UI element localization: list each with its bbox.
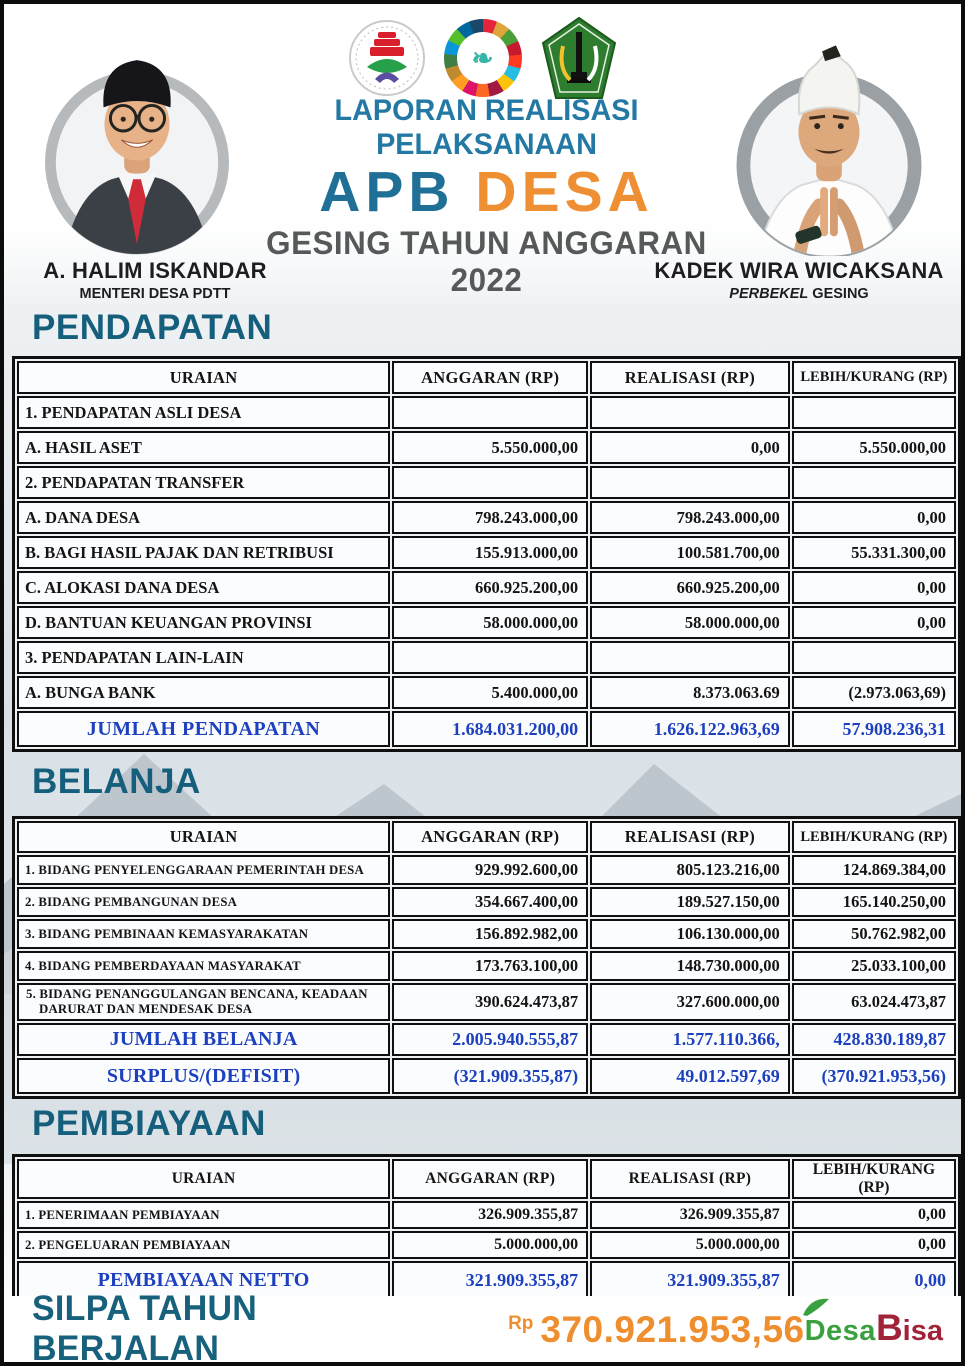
total-realisasi: 321.909.355,87 bbox=[590, 1261, 790, 1299]
minister-caption bbox=[20, 258, 290, 302]
cell-anggaran: 798.243.000,00 bbox=[392, 501, 588, 534]
total-lebih-kurang: 57.908.236,31 bbox=[792, 711, 956, 747]
cell-lebih-kurang bbox=[792, 641, 956, 674]
perbekel-caption bbox=[644, 258, 954, 302]
cell-uraian: 2. PENGELUARAN PEMBIAYAAN bbox=[17, 1231, 390, 1259]
header-realisasi: REALISASI (RP) bbox=[590, 361, 790, 394]
cell-realisasi: 0,00 bbox=[590, 431, 790, 464]
table-header-row bbox=[17, 821, 956, 853]
footer bbox=[4, 1289, 961, 1366]
buleleng-crest-logo bbox=[539, 16, 619, 100]
perbekel-name: KADEK WIRA WICAKSANA bbox=[654, 258, 944, 283]
surplus-label: SURPLUS/(DEFISIT) bbox=[17, 1058, 390, 1094]
silpa-value: 370.921.953,56 bbox=[540, 1308, 805, 1350]
cell-lebih-kurang: 124.869.384,00 bbox=[792, 855, 956, 885]
cell-realisasi: 8.373.063.69 bbox=[590, 676, 790, 709]
pembiayaan-table bbox=[12, 1154, 961, 1304]
title-line3: GESING TAHUN ANGGARAN 2022 bbox=[266, 225, 707, 298]
header-realisasi: REALISASI (RP) bbox=[590, 1159, 790, 1199]
cell-anggaran: 156.892.982,00 bbox=[392, 919, 588, 949]
minister-role: MENTERI DESA PDTT bbox=[79, 286, 231, 302]
minister-name: A. HALIM ISKANDAR bbox=[43, 258, 267, 283]
cell-anggaran: 390.624.473,87 bbox=[392, 983, 588, 1021]
total-label: PEMBIAYAAN NETTO bbox=[17, 1261, 390, 1299]
cell-anggaran: 354.667.400,00 bbox=[392, 887, 588, 917]
cell-uraian: 3. BIDANG PEMBINAAN KEMASYARAKATAN bbox=[17, 919, 390, 949]
header-realisasi: REALISASI (RP) bbox=[590, 821, 790, 853]
total-realisasi: 1.577.110.366, bbox=[590, 1023, 790, 1056]
header-anggaran: ANGGARAN (RP) bbox=[392, 361, 588, 394]
header-uraian: URAIAN bbox=[17, 361, 390, 394]
table-row bbox=[17, 431, 956, 464]
sdgs-center-glyph: ❧ bbox=[457, 32, 509, 84]
total-realisasi: 1.626.122.963,69 bbox=[590, 711, 790, 747]
section-heading-pembiayaan: PEMBIAYAAN bbox=[32, 1104, 266, 1143]
perbekel-role-regular: GESING bbox=[812, 286, 869, 302]
cell-anggaran: 929.992.600,00 bbox=[392, 855, 588, 885]
pendapatan-table bbox=[12, 356, 961, 752]
table-row bbox=[17, 466, 956, 499]
table-header-row bbox=[17, 361, 956, 394]
cell-lebih-kurang: 0,00 bbox=[792, 1231, 956, 1259]
table-row bbox=[17, 1201, 956, 1229]
cell-realisasi: 148.730.000,00 bbox=[590, 951, 790, 981]
cell-realisasi: 58.000.000,00 bbox=[590, 606, 790, 639]
brand-b: B bbox=[875, 1306, 903, 1348]
cell-realisasi: 189.527.150,00 bbox=[590, 887, 790, 917]
cell-uraian: 2. BIDANG PEMBANGUNAN DESA bbox=[17, 887, 390, 917]
header-lebih-kurang: LEBIH/KURANG (RP) bbox=[792, 821, 956, 853]
cell-anggaran bbox=[392, 641, 588, 674]
cell-lebih-kurang: 63.024.473,87 bbox=[792, 983, 956, 1021]
header-lebih-kurang: LEBIH/KURANG (RP) bbox=[792, 1159, 956, 1199]
table-row bbox=[17, 396, 956, 429]
table-row bbox=[17, 919, 956, 949]
table-row bbox=[17, 855, 956, 885]
cell-anggaran: 58.000.000,00 bbox=[392, 606, 588, 639]
total-label: JUMLAH BELANJA bbox=[17, 1023, 390, 1056]
cell-anggaran bbox=[392, 466, 588, 499]
total-lebih-kurang: 0,00 bbox=[792, 1261, 956, 1299]
cell-lebih-kurang: (2.973.063,69) bbox=[792, 676, 956, 709]
cell-uraian: 2. PENDAPATAN TRANSFER bbox=[17, 466, 390, 499]
cell-uraian: 1. PENDAPATAN ASLI DESA bbox=[17, 396, 390, 429]
cell-realisasi: 106.130.000,00 bbox=[590, 919, 790, 949]
cell-realisasi bbox=[590, 396, 790, 429]
cell-lebih-kurang bbox=[792, 466, 956, 499]
total-lebih-kurang: 428.830.189,87 bbox=[792, 1023, 956, 1056]
surplus-lebih-kurang: (370.921.953,56) bbox=[792, 1058, 956, 1094]
table-row bbox=[17, 571, 956, 604]
cell-anggaran: 5.000.000,00 bbox=[392, 1231, 588, 1259]
title-apb: APB bbox=[319, 160, 455, 224]
cell-uraian: B. BAGI HASIL PAJAK DAN RETRIBUSI bbox=[17, 536, 390, 569]
cell-uraian: C. ALOKASI DANA DESA bbox=[17, 571, 390, 604]
cell-lebih-kurang: 0,00 bbox=[792, 606, 956, 639]
header-anggaran: ANGGARAN (RP) bbox=[392, 1159, 588, 1199]
cell-uraian: 1. PENERIMAAN PEMBIAYAAN bbox=[17, 1201, 390, 1229]
cell-lebih-kurang: 0,00 bbox=[792, 501, 956, 534]
currency-symbol: Rp bbox=[508, 1312, 534, 1334]
cell-lebih-kurang: 5.550.000,00 bbox=[792, 431, 956, 464]
brand-leaf-icon bbox=[801, 1295, 831, 1317]
surplus-realisasi: 49.012.597,69 bbox=[590, 1058, 790, 1094]
silpa-amount bbox=[508, 1308, 805, 1350]
kemendesa-logo bbox=[347, 16, 427, 100]
table-header-row bbox=[17, 1159, 956, 1199]
sdgs-wheel-logo bbox=[443, 16, 523, 100]
perbekel-photo bbox=[730, 10, 928, 256]
cell-lebih-kurang bbox=[792, 396, 956, 429]
total-anggaran: 321.909.355,87 bbox=[392, 1261, 588, 1299]
cell-lebih-kurang: 55.331.300,00 bbox=[792, 536, 956, 569]
cell-anggaran: 155.913.000,00 bbox=[392, 536, 588, 569]
cell-uraian: 5. BIDANG PENANGGULANGAN BENCANA, KEADAAN DARURAT DAN MENDESAK DESA bbox=[17, 983, 390, 1021]
cell-uraian: 4. BIDANG PEMBERDAYAAN MASYARAKAT bbox=[17, 951, 390, 981]
cell-anggaran: 173.763.100,00 bbox=[392, 951, 588, 981]
cell-realisasi: 660.925.200,00 bbox=[590, 571, 790, 604]
cell-uraian: A. HASIL ASET bbox=[17, 431, 390, 464]
cell-realisasi: 5.000.000,00 bbox=[590, 1231, 790, 1259]
cell-uraian: 3. PENDAPATAN LAIN-LAIN bbox=[17, 641, 390, 674]
cell-lebih-kurang: 50.762.982,00 bbox=[792, 919, 956, 949]
cell-realisasi: 805.123.216,00 bbox=[590, 855, 790, 885]
cell-uraian: D. BANTUAN KEUANGAN PROVINSI bbox=[17, 606, 390, 639]
table-row bbox=[17, 501, 956, 534]
cell-lebih-kurang: 0,00 bbox=[792, 1201, 956, 1229]
table-row bbox=[17, 887, 956, 917]
cell-anggaran: 326.909.355,87 bbox=[392, 1201, 588, 1229]
total-row bbox=[17, 711, 956, 747]
total-label: JUMLAH PENDAPATAN bbox=[17, 711, 390, 747]
title-desa: DESA bbox=[475, 160, 654, 224]
total-anggaran: 1.684.031.200,00 bbox=[392, 711, 588, 747]
cell-realisasi: 327.600.000,00 bbox=[590, 983, 790, 1021]
belanja-table bbox=[12, 816, 961, 1099]
cell-uraian: 1. BIDANG PENYELENGGARAAN PEMERINTAH DESA bbox=[17, 855, 390, 885]
cell-anggaran bbox=[392, 396, 588, 429]
desa-bisa-logo bbox=[804, 1306, 943, 1348]
surplus-row bbox=[17, 1058, 956, 1094]
cell-uraian: A. DANA DESA bbox=[17, 501, 390, 534]
cell-realisasi: 100.581.700,00 bbox=[590, 536, 790, 569]
cell-realisasi bbox=[590, 466, 790, 499]
title-line1: LAPORAN REALISASI PELAKSANAAN bbox=[334, 94, 639, 161]
brand-desa: Desa bbox=[804, 1314, 876, 1347]
cell-lebih-kurang: 165.140.250,00 bbox=[792, 887, 956, 917]
header bbox=[4, 4, 961, 306]
header-uraian: URAIAN bbox=[17, 1159, 390, 1199]
cell-uraian: A. BUNGA BANK bbox=[17, 676, 390, 709]
table-row bbox=[17, 676, 956, 709]
title-line2 bbox=[239, 160, 734, 224]
perbekel-role-italic: PERBEKEL bbox=[729, 286, 809, 302]
brand-isa: isa bbox=[902, 1314, 943, 1347]
table-row bbox=[17, 1231, 956, 1259]
header-anggaran: ANGGARAN (RP) bbox=[392, 821, 588, 853]
cell-anggaran: 5.550.000,00 bbox=[392, 431, 588, 464]
section-heading-belanja: BELANJA bbox=[32, 762, 201, 801]
cell-lebih-kurang: 0,00 bbox=[792, 571, 956, 604]
section-heading-pendapatan: PENDAPATAN bbox=[32, 308, 273, 347]
surplus-anggaran: (321.909.355,87) bbox=[392, 1058, 588, 1094]
sdgs-wheel bbox=[444, 19, 522, 97]
total-row bbox=[17, 1023, 956, 1056]
perbekel-role bbox=[644, 286, 954, 302]
cell-realisasi bbox=[590, 641, 790, 674]
header-uraian: URAIAN bbox=[17, 821, 390, 853]
cell-lebih-kurang: 25.033.100,00 bbox=[792, 951, 956, 981]
header-lebih-kurang: LEBIH/KURANG (RP) bbox=[792, 361, 956, 394]
silpa-label: SILPA TAHUN BERJALAN bbox=[32, 1289, 258, 1366]
cell-realisasi: 798.243.000,00 bbox=[590, 501, 790, 534]
table-row bbox=[17, 606, 956, 639]
cell-realisasi: 326.909.355,87 bbox=[590, 1201, 790, 1229]
table-row bbox=[17, 983, 956, 1021]
total-anggaran: 2.005.940.555,87 bbox=[392, 1023, 588, 1056]
cell-anggaran: 660.925.200,00 bbox=[392, 571, 588, 604]
table-row bbox=[17, 951, 956, 981]
table-row bbox=[17, 536, 956, 569]
cell-anggaran: 5.400.000,00 bbox=[392, 676, 588, 709]
table-row bbox=[17, 641, 956, 674]
